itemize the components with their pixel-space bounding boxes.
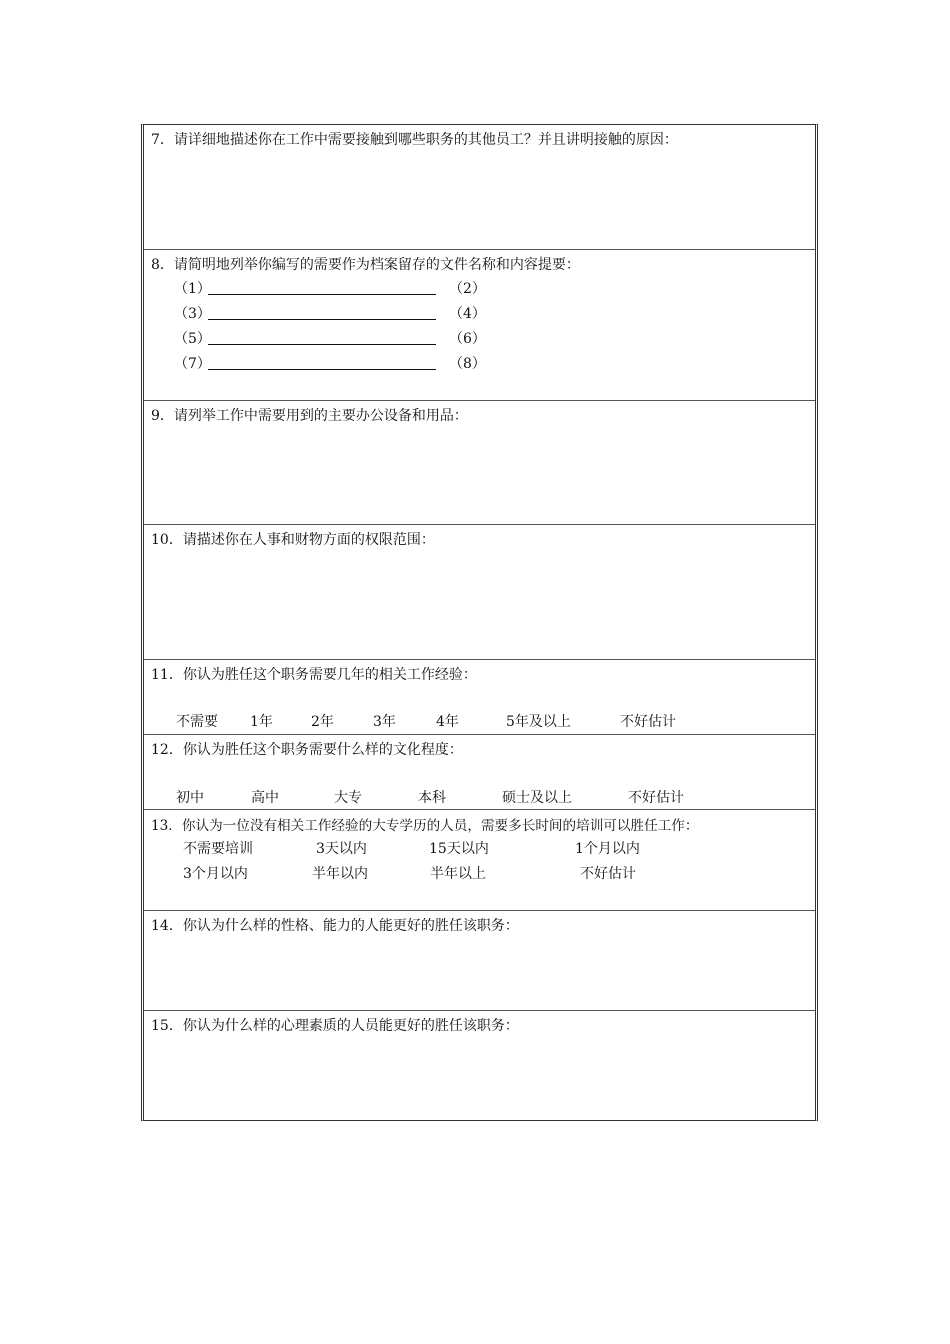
option[interactable]: 15天以内 xyxy=(429,841,489,857)
option[interactable]: 硕士及以上 xyxy=(502,790,572,806)
question-11-row xyxy=(144,660,815,735)
question-8-text: 8．请简明地列举你编写的需要作为档案留存的文件名称和内容提要： xyxy=(151,257,580,273)
option[interactable]: 不需要培训 xyxy=(183,841,253,857)
question-7-row xyxy=(144,125,815,250)
item-label: （2） xyxy=(449,281,486,297)
item-label: （6） xyxy=(449,331,486,347)
question-7-text: 7．请详细地描述你在工作中需要接触到哪些职务的其他员工？并且讲明接触的原因： xyxy=(151,132,678,148)
question-11-text: 11．你认为胜任这个职务需要几年的相关工作经验： xyxy=(151,667,477,683)
option[interactable]: 半年以上 xyxy=(430,866,486,882)
option[interactable]: 1年 xyxy=(250,714,273,730)
item-label: （1） xyxy=(174,281,211,297)
question-15-text: 15．你认为什么样的心理素质的人员能更好的胜任该职务： xyxy=(151,1018,519,1034)
option[interactable]: 1个月以内 xyxy=(575,841,640,857)
option[interactable]: 不好估计 xyxy=(620,714,676,730)
option[interactable]: 不好估计 xyxy=(580,866,636,882)
item-label: （8） xyxy=(449,356,486,372)
option[interactable]: 5年及以上 xyxy=(506,714,571,730)
option[interactable]: 4年 xyxy=(436,714,459,730)
option[interactable]: 3天以内 xyxy=(316,841,367,857)
option[interactable]: 大专 xyxy=(334,790,362,806)
question-13-text: 13．你认为一位没有相关工作经验的大专学历的人员，需要多长时间的培训可以胜任工作： xyxy=(151,818,699,834)
option[interactable]: 初中 xyxy=(176,790,204,806)
option[interactable]: 高中 xyxy=(251,790,279,806)
question-14-row xyxy=(144,911,815,1011)
item-label: （7） xyxy=(174,356,211,372)
option[interactable]: 3个月以内 xyxy=(183,866,248,882)
blank-line[interactable] xyxy=(208,369,436,370)
option[interactable]: 3年 xyxy=(373,714,396,730)
option[interactable]: 半年以内 xyxy=(312,866,368,882)
blank-line[interactable] xyxy=(208,319,436,320)
question-15-row xyxy=(144,1011,815,1121)
blank-line[interactable] xyxy=(208,294,436,295)
question-13-row xyxy=(144,810,815,911)
option[interactable]: 本科 xyxy=(418,790,446,806)
question-9-row xyxy=(144,401,815,525)
item-label: （3） xyxy=(174,306,211,322)
question-10-row xyxy=(144,525,815,660)
question-12-row xyxy=(144,735,815,810)
blank-line[interactable] xyxy=(208,344,436,345)
item-label: （5） xyxy=(174,331,211,347)
option[interactable]: 不需要 xyxy=(176,714,218,730)
item-label: （4） xyxy=(449,306,486,322)
question-12-text: 12．你认为胜任这个职务需要什么样的文化程度： xyxy=(151,742,463,758)
questionnaire-table xyxy=(141,124,818,1121)
option[interactable]: 不好估计 xyxy=(628,790,684,806)
question-9-text: 9．请列举工作中需要用到的主要办公设备和用品： xyxy=(151,408,468,424)
question-8-row xyxy=(144,250,815,401)
question-10-text: 10．请描述你在人事和财物方面的权限范围： xyxy=(151,532,435,548)
option[interactable]: 2年 xyxy=(311,714,334,730)
question-14-text: 14．你认为什么样的性格、能力的人能更好的胜任该职务： xyxy=(151,918,519,934)
